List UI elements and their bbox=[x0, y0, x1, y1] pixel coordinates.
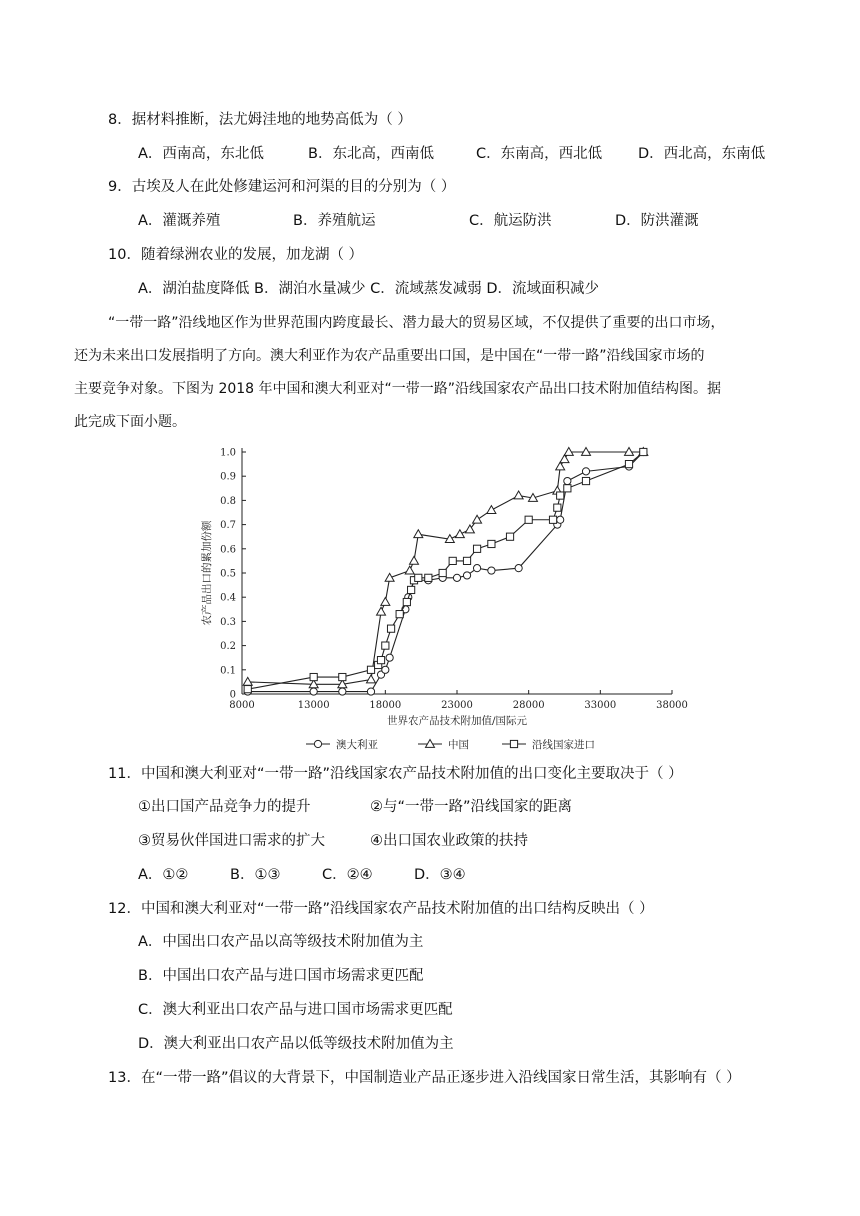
data-point-import bbox=[408, 586, 415, 593]
data-point-australia bbox=[473, 565, 480, 572]
data-point-australia bbox=[386, 654, 393, 661]
item-2: ②与“一带一路”沿线国家的距离 bbox=[370, 799, 573, 815]
material-line-1: “一带一路”沿线地区作为世界范围内跨度最长、潜力最大的贸易区域，不仅提供了重要的出口市场， bbox=[108, 315, 725, 331]
data-point-import bbox=[564, 485, 571, 492]
option-c: C．东南高，西北低 bbox=[476, 146, 603, 162]
question-13-stem: 13．在“一带一路”倡议的大背景下，中国制造业产品正逐步进入沿线国家日常生活，其影响有（ ） bbox=[108, 1070, 741, 1086]
legend-item-import bbox=[502, 738, 595, 751]
legend-item-china bbox=[418, 738, 469, 751]
option-d: D．西北高，东南低 bbox=[638, 146, 766, 162]
question-12-option-a: A．中国出口农产品以高等级技术附加值为主 bbox=[138, 934, 424, 950]
data-point-australia bbox=[564, 477, 571, 484]
data-point-import bbox=[403, 598, 410, 605]
data-point-import bbox=[425, 574, 432, 581]
data-point-china bbox=[582, 448, 591, 456]
data-point-china bbox=[465, 525, 474, 533]
y-tick-label: 0.1 bbox=[220, 665, 236, 677]
material-line-3: 主要竞争对象。下图为 2018 年中国和澳大利亚对“一带一路”沿线国家农产品出口技术附加值结构图。据 bbox=[74, 381, 722, 397]
data-point-import bbox=[415, 574, 422, 581]
legend-label: 沿线国家进口 bbox=[532, 739, 595, 751]
data-point-import bbox=[244, 686, 251, 693]
export-structure-chart bbox=[196, 436, 696, 756]
data-point-china bbox=[367, 675, 376, 683]
data-point-import bbox=[473, 545, 480, 552]
data-point-china bbox=[414, 530, 423, 538]
question-11-stem: 11．中国和澳大利亚对“一带一路”沿线国家农产品技术附加值的出口变化主要取决于（ ） bbox=[108, 766, 683, 782]
material-line-2: 还为未来出口发展指明了方向。澳大利亚作为农产品重要出口国，是中国在“一带一路”沿线国家市场的 bbox=[74, 348, 705, 364]
y-tick-label: 0.4 bbox=[220, 592, 236, 604]
data-point-import bbox=[396, 611, 403, 618]
data-point-china bbox=[564, 448, 573, 456]
data-point-china bbox=[410, 556, 419, 564]
y-axis-label: 农产品出口的累加份额 bbox=[201, 520, 213, 626]
data-point-australia bbox=[367, 688, 374, 695]
option-b: B．东北高，西南低 bbox=[308, 146, 434, 162]
y-tick-label: 0.2 bbox=[220, 641, 236, 653]
question-11-options bbox=[138, 865, 466, 885]
y-tick-label: 0.5 bbox=[220, 568, 236, 580]
data-point-import bbox=[377, 657, 384, 664]
data-point-import bbox=[387, 625, 394, 632]
data-point-china bbox=[473, 515, 482, 523]
data-point-import bbox=[549, 516, 556, 523]
option-d: D．防洪灌溉 bbox=[615, 213, 699, 229]
data-point-australia bbox=[515, 565, 522, 572]
question-12-option-c: C．澳大利亚出口农产品与进口国市场需求更匹配 bbox=[138, 1002, 453, 1018]
x-tick-label: 23000 bbox=[441, 700, 473, 711]
question-12-option-b: B．中国出口农产品与进口国市场需求更匹配 bbox=[138, 968, 424, 984]
question-8-stem: 8．据材料推断，法尤姆洼地的地势高低为（ ） bbox=[108, 112, 412, 128]
data-point-import bbox=[557, 492, 564, 499]
x-axis-label: 世界农产品技术附加值/国际元 bbox=[386, 715, 528, 727]
data-point-import bbox=[310, 673, 317, 680]
data-point-australia bbox=[310, 688, 317, 695]
data-point-australia bbox=[463, 572, 470, 579]
question-12-option-d: D．澳大利亚出口农产品以低等级技术附加值为主 bbox=[138, 1036, 454, 1052]
data-point-china bbox=[625, 448, 634, 456]
question-11-items-row-2 bbox=[138, 831, 528, 851]
data-point-import bbox=[525, 516, 532, 523]
series-line-china bbox=[248, 452, 644, 684]
option-b: B．①③ bbox=[230, 867, 281, 883]
option-b: B．养殖航运 bbox=[293, 213, 376, 229]
data-point-china bbox=[405, 566, 414, 574]
data-point-china bbox=[377, 607, 386, 615]
data-point-import bbox=[506, 533, 513, 540]
question-8-options bbox=[138, 144, 765, 164]
data-point-import bbox=[488, 540, 495, 547]
data-point-import bbox=[367, 666, 374, 673]
data-point-import bbox=[449, 557, 456, 564]
data-point-import bbox=[339, 673, 346, 680]
question-11-items-row-1 bbox=[138, 797, 572, 817]
data-point-china bbox=[381, 598, 390, 606]
y-tick-label: 0.6 bbox=[220, 544, 236, 556]
question-10-options: A．湖泊盐度降低 B．湖泊水量减少 C．流域蒸发减弱 D．流域面积减少 bbox=[138, 281, 599, 297]
material-line-4: 此完成下面小题。 bbox=[74, 414, 186, 430]
data-point-china bbox=[455, 530, 464, 538]
option-a: A．西南高，东北低 bbox=[138, 146, 264, 162]
legend-label: 中国 bbox=[448, 739, 469, 751]
data-point-china bbox=[556, 462, 565, 470]
data-point-import bbox=[554, 504, 561, 511]
legend-item-australia bbox=[306, 738, 378, 751]
data-point-import bbox=[582, 477, 589, 484]
y-tick-label: 0.9 bbox=[220, 471, 236, 483]
data-point-australia bbox=[339, 688, 346, 695]
data-point-australia bbox=[557, 516, 564, 523]
question-12-stem: 12．中国和澳大利亚对“一带一路”沿线国家农产品技术附加值的出口结构反映出（ ） bbox=[108, 901, 654, 917]
y-tick-label: 0 bbox=[229, 689, 236, 701]
x-tick-label: 28000 bbox=[512, 700, 545, 711]
question-10-stem: 10．随着绿洲农业的发展，加龙湖（ ） bbox=[108, 247, 364, 263]
data-point-import bbox=[640, 448, 647, 455]
data-point-import bbox=[463, 557, 470, 564]
item-1: ①出口国产品竞争力的提升 bbox=[138, 799, 311, 815]
option-a: A．①② bbox=[138, 867, 189, 883]
x-tick-label: 38000 bbox=[656, 700, 688, 711]
question-9-options bbox=[138, 211, 699, 231]
data-point-china bbox=[514, 491, 523, 499]
y-tick-label: 0.3 bbox=[220, 616, 236, 628]
data-point-china bbox=[243, 677, 252, 685]
item-4: ④出口国农业政策的扶持 bbox=[370, 833, 528, 849]
data-point-import bbox=[382, 642, 389, 649]
x-tick-label: 13000 bbox=[297, 700, 330, 711]
legend-marker bbox=[426, 740, 435, 748]
data-point-import bbox=[625, 461, 632, 468]
option-c: C．②④ bbox=[322, 867, 373, 883]
x-tick-label: 8000 bbox=[229, 700, 255, 711]
x-tick-label: 18000 bbox=[369, 700, 402, 711]
series-import bbox=[244, 448, 647, 692]
y-tick-label: 0.7 bbox=[220, 520, 236, 532]
option-a: A．灌溉养殖 bbox=[138, 213, 221, 229]
y-tick-label: 1.0 bbox=[220, 447, 236, 459]
data-point-australia bbox=[582, 468, 589, 475]
option-d: D．③④ bbox=[414, 867, 466, 883]
option-c: C．航运防洪 bbox=[469, 213, 552, 229]
legend-marker bbox=[314, 740, 321, 747]
item-3: ③贸易伙伴国进口需求的扩大 bbox=[138, 833, 325, 849]
legend-label: 澳大利亚 bbox=[336, 739, 378, 751]
data-point-australia bbox=[382, 666, 389, 673]
y-tick-label: 0.8 bbox=[220, 495, 236, 507]
data-point-china bbox=[487, 506, 496, 514]
data-point-australia bbox=[453, 574, 460, 581]
data-point-china bbox=[560, 455, 569, 463]
question-9-stem: 9．古埃及人在此处修建运河和河渠的目的分别为（ ） bbox=[108, 179, 456, 195]
legend-marker bbox=[510, 740, 517, 747]
data-point-import bbox=[439, 569, 446, 576]
x-tick-label: 33000 bbox=[584, 700, 617, 711]
data-point-australia bbox=[488, 567, 495, 574]
